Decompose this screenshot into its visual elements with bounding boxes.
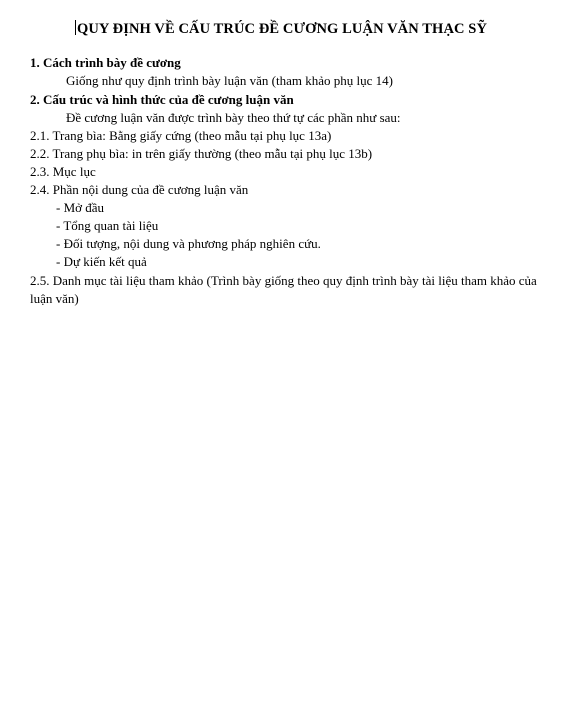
item-2-1: 2.1. Trang bìa: Bằng giấy cứng (theo mẫu tại phụ lục 13a) <box>30 128 332 143</box>
section-1-body: Giống như quy định trình bày luận văn (tham khảo phụ lục 14) <box>66 73 393 88</box>
item-2-4: 2.4. Phần nội dung của đề cương luận văn <box>30 182 249 197</box>
section-1-heading: 1. Cách trình bày đề cương <box>30 55 181 70</box>
text-cursor <box>75 20 76 35</box>
subitem-tong-quan: - Tổng quan tài liệu <box>56 218 159 233</box>
subitem-doi-tuong: - Đối tượng, nội dung và phương pháp nghiên cứu. <box>56 236 321 251</box>
subitem-du-kien: - Dự kiến kết quả <box>56 254 147 269</box>
subitem-mo-dau: - Mở đầu <box>56 200 105 215</box>
item-2-5: 2.5. Danh mục tài liệu tham khảo (Trình bày giống theo quy định trình bày tài liệu tham khảo của luận văn) <box>30 273 537 306</box>
section-2-heading: 2. Cấu trúc và hình thức của đề cương luận văn <box>30 92 294 107</box>
item-2-3: 2.3. Mục lục <box>30 164 96 179</box>
document-title <box>0 20 562 38</box>
document-title-text: QUY ĐỊNH VỀ CẤU TRÚC ĐỀ CƯƠNG LUẬN VĂN THẠC SỸ <box>76 21 488 37</box>
item-2-2: 2.2. Trang phụ bìa: in trên giấy thường (theo mẫu tại phụ lục 13b) <box>30 146 373 161</box>
section-2-intro: Đề cương luận văn được trình bày theo thứ tự các phần như sau: <box>66 110 401 125</box>
